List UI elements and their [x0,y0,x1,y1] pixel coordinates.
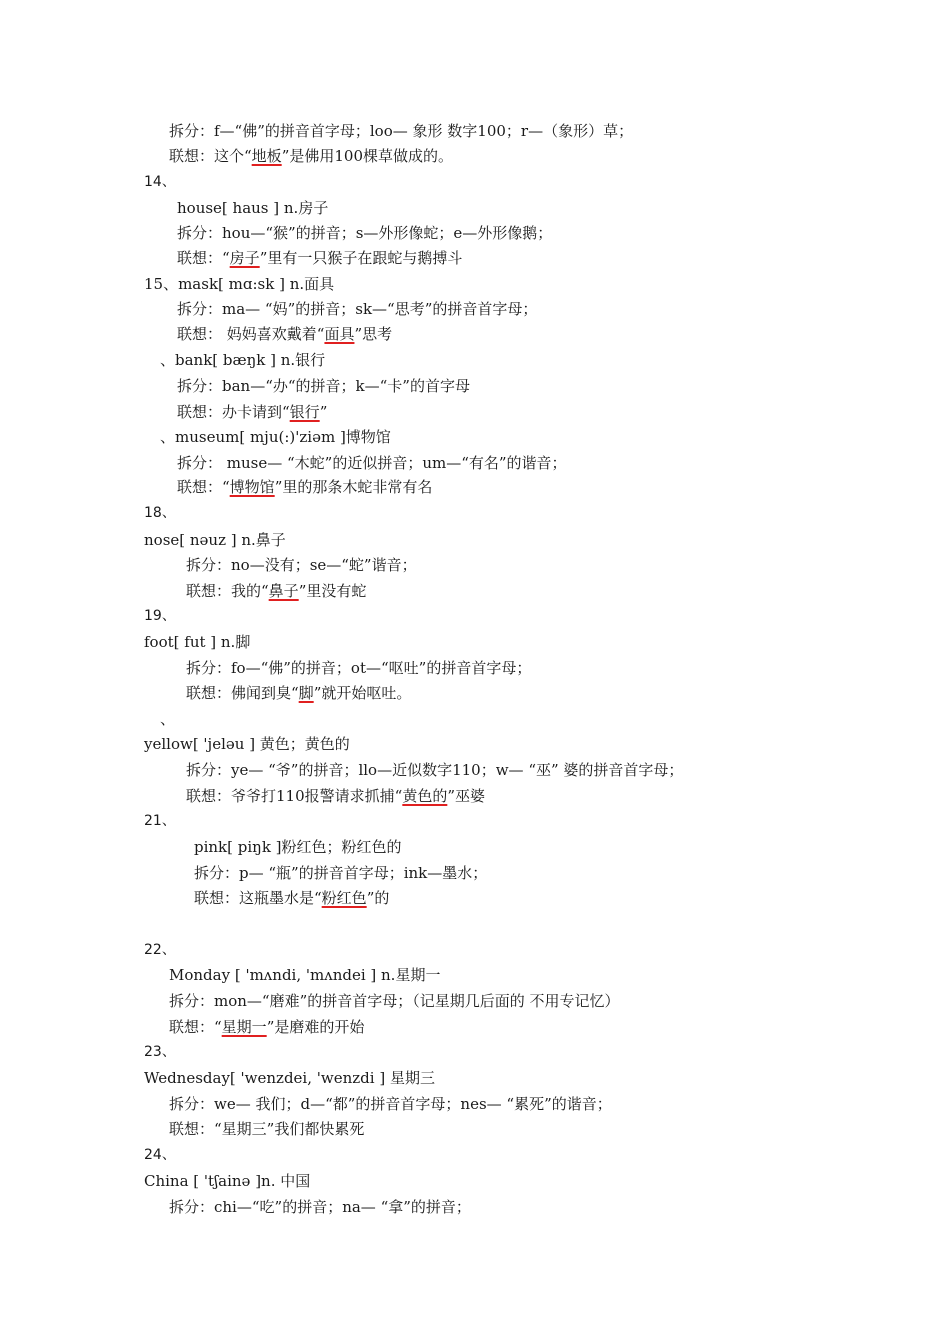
line-assoc-23: 联想：“星期三”我们都快累死 [169,1120,365,1138]
entry-number-21: 21、 [144,813,176,829]
entry-number-19: 19、 [144,608,176,624]
word-wednesday: Wednesday[ 'wenzdei, 'wenzdi ] 星期三 [144,1069,435,1087]
entry-number-24: 24、 [144,1147,176,1163]
keyword-underline: 黄色的 [402,787,448,805]
line-split-23: 拆分：we— 我们；d—“都”的拼音首字母；nes— “累死”的谐音； [169,1095,612,1113]
keyword-underline: 鼻子 [268,582,299,600]
line-split-19: 拆分：fo—“佛”的拼音；ot—“呕吐”的拼音首字母； [186,659,532,677]
line-split-21: 拆分：p— “瓶”的拼音首字母；ink—墨水； [194,864,488,882]
word-museum: 、museum[ mju(:)'ziəm ]博物馆 [160,428,391,446]
word-pink: pink[ piŋk ]粉红色；粉红色的 [194,838,402,856]
line-split-18: 拆分：no—没有；se—“蛇”谐音； [186,556,417,574]
entry-number-18: 18、 [144,505,176,521]
line-split-13: 拆分：f—“佛”的拼音首字母；loo— 象形 数字100；r—（象形）草； [169,122,634,140]
keyword-underline: 面具 [324,325,355,343]
line-assoc-21: 联想：这瓶墨水是“粉红色”的 [194,889,390,907]
word-nose: nose[ nəuz ] n.鼻子 [144,531,286,549]
line-assoc-17: 联想：“博物馆”里的那条木蛇非常有名 [177,478,433,496]
entry-number-20: 、 [160,710,176,728]
entry-number-23: 23、 [144,1044,176,1060]
keyword-underline: 地板 [251,147,282,165]
line-split-15: 拆分：ma— “妈”的拼音；sk—“思考”的拼音首字母； [177,300,538,318]
line-assoc-19: 联想：佛闻到臭“脚”就开始呕吐。 [186,684,412,702]
line-assoc-14: 联想：“房子”里有一只猴子在跟蛇与鹅搏斗 [177,249,463,267]
line-split-14: 拆分：hou—“猴”的拼音；s—外形像蛇；e—外形像鹅； [177,224,553,242]
keyword-underline: 粉红色 [321,889,367,907]
line-split-20: 拆分：ye— “爷”的拼音；llo—近似数字110；w— “巫” 婆的拼音首字母； [186,761,684,779]
word-bank: 、bank[ bæŋk ] n.银行 [160,351,326,369]
entry-number-14: 14、 [144,174,176,190]
line-split-22: 拆分：mon—“磨难”的拼音首字母；（记星期几后面的 不用专记忆） [169,992,620,1010]
keyword-underline: 星期一 [221,1018,267,1036]
line-assoc-22: 联想：“星期一”是磨难的开始 [169,1018,365,1036]
word-yellow: yellow[ 'jeləu ] 黄色；黄色的 [144,735,350,753]
keyword-underline: 银行 [289,403,320,421]
line-assoc-15: 联想： 妈妈喜欢戴着“面具”思考 [177,325,393,343]
word-foot: foot[ fut ] n.脚 [144,633,251,651]
line-assoc-16: 联想：办卡请到“银行” [177,403,328,421]
keyword-underline: 博物馆 [229,478,275,496]
line-assoc-18: 联想：我的“鼻子”里没有蛇 [186,582,367,600]
word-monday: Monday [ 'mʌndi, 'mʌndei ] n.星期一 [169,966,441,984]
keyword-underline: 房子 [229,249,260,267]
line-split-17: 拆分： muse— “木蛇”的近似拼音；um—“有名”的谐音； [177,454,567,472]
line-split-16: 拆分：ban—“办“的拼音；k—“卡”的首字母 [177,377,470,395]
word-china: China [ 'tʃainə ]n. 中国 [144,1172,311,1190]
word-house: house[ haus ] n.房子 [177,199,329,217]
line-split-24: 拆分：chi—“吃”的拼音；na— “拿”的拼音； [169,1198,471,1216]
line-assoc-13: 联想：这个“地板”是佛用100棵草做成的。 [169,147,453,165]
entry-number-22: 22、 [144,942,176,958]
word-mask: 15、mask[ mɑ:sk ] n.面具 [144,275,335,293]
line-assoc-20: 联想：爷爷打110报警请求抓捕“黄色的”巫婆 [186,787,485,805]
keyword-underline: 脚 [298,684,314,702]
